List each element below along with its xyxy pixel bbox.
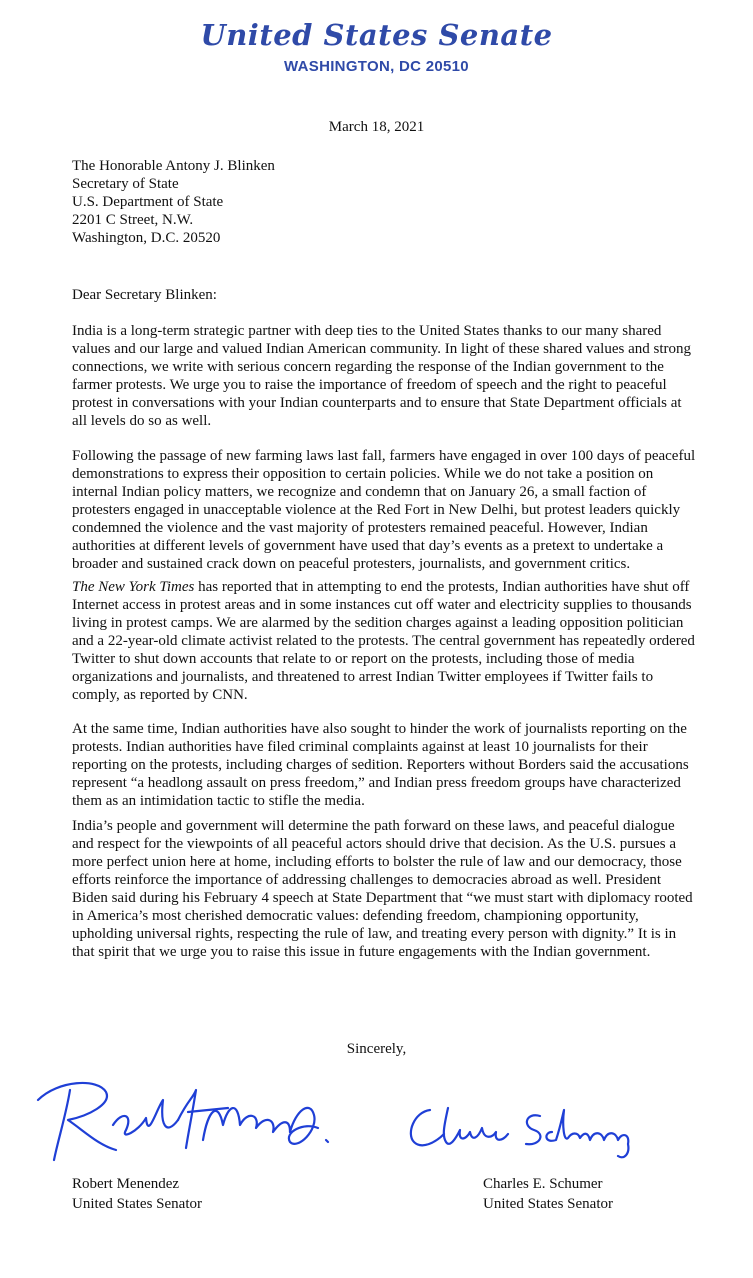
recipient-line: Washington, D.C. 20520 (72, 230, 221, 246)
signer-name: Robert Menendez (72, 1176, 180, 1192)
signature-menendez (28, 1070, 338, 1165)
paragraph-3-text: has reported that in attempting to end the protests, Indian authorities have shut off Internet access in protest areas and in some instances cut off water and electricity supplies to thousands living in protest camps. We are alarmed by the sedition charges against a leading opposition politician and a 22-year-old climate activist related to the protests. The central government has repeatedly ordered Twitter to shut down accounts that relate to or report on the protests, including those of media organizations and journalists, and threatened to arrest Indian Twitter employees if Twitter fails to comply, as reported by CNN. (72, 579, 695, 703)
recipient-address (72, 157, 275, 247)
signer-name: Charles E. Schumer (483, 1176, 603, 1192)
paragraph-3 (72, 578, 698, 704)
signer-schumer (483, 1174, 613, 1214)
letterhead-title: United States Senate (200, 18, 553, 52)
signer-title: United States Senator (72, 1196, 202, 1212)
letter-date: March 18, 2021 (328, 119, 425, 135)
recipient-line: Secretary of State (72, 176, 179, 192)
letterhead-subtitle: WASHINGTON, DC 20510 (284, 58, 469, 75)
paragraph-1: India is a long-term strategic partner with deep ties to the United States thanks to our many shared values and our large and valued Indian American community. In light of these shared values and strong connections, we write with serious concern regarding the response of the Indian government to the farmer protests. We urge you to raise the importance of freedom of speech and the right to peaceful protest in conversations with your Indian counterparts and to ensure that State Department officials at all levels do so as well. (72, 323, 691, 429)
signature-schumer (402, 1098, 652, 1163)
recipient-line: 2201 C Street, N.W. (72, 212, 194, 228)
recipient-line: The Honorable Antony J. Blinken (72, 158, 275, 174)
letterhead (0, 18, 753, 75)
salutation: Dear Secretary Blinken: (72, 287, 217, 303)
publication-name: The New York Times (72, 579, 195, 595)
signer-title: United States Senator (483, 1196, 613, 1212)
signer-menendez (72, 1174, 202, 1214)
paragraph-5: India’s people and government will determine the path forward on these laws, and peaceful dialogue and respect for the viewpoints of all peaceful actors should drive that decision. As the U.S. pursues a more perfect union here at home, including efforts to bolster the rule of law and our democracy, those efforts reinforce the importance of addressing challenges to democracies abroad as well. President Biden said during his February 4 speech at State Department that “we must start with diplomacy rooted in America’s most cherished democratic values: defending freedom, championing opportunity, upholding universal rights, respecting the rule of law, and treating every person with dignity.” It is in that spirit that we urge you to raise this issue in future engagements with the Indian government. (72, 818, 693, 960)
recipient-line: U.S. Department of State (72, 194, 224, 210)
closing: Sincerely, (346, 1041, 407, 1057)
letter-body (72, 286, 698, 961)
paragraph-4: At the same time, Indian authorities have also sought to hinder the work of journalists reporting on the protests. Indian authorities have filed criminal complaints against at least 10 journalists for their reporting on the protests, including charges of sedition. Reporters without Borders said the accusations represent “a headlong assault on press freedom,” and Indian press freedom groups have characterized them as an intimidation tactic to stifle the media. (72, 721, 689, 809)
paragraph-2: Following the passage of new farming laws last fall, farmers have engaged in over 100 days of peaceful demonstrations to express their opposition to certain policies. While we do not take a position on internal Indian policy matters, we recognize and condemn that on January 26, a small faction of protesters engaged in unacceptable violence at the Red Fort in New Delhi, but protest leaders quickly condemned the violence and the vast majority of protesters remained peaceful. However, Indian authorities at different levels of government have used that day’s events as a pretext to undertake a broader and sustained crack down on peaceful protesters, journalists, and government critics. (72, 448, 696, 572)
